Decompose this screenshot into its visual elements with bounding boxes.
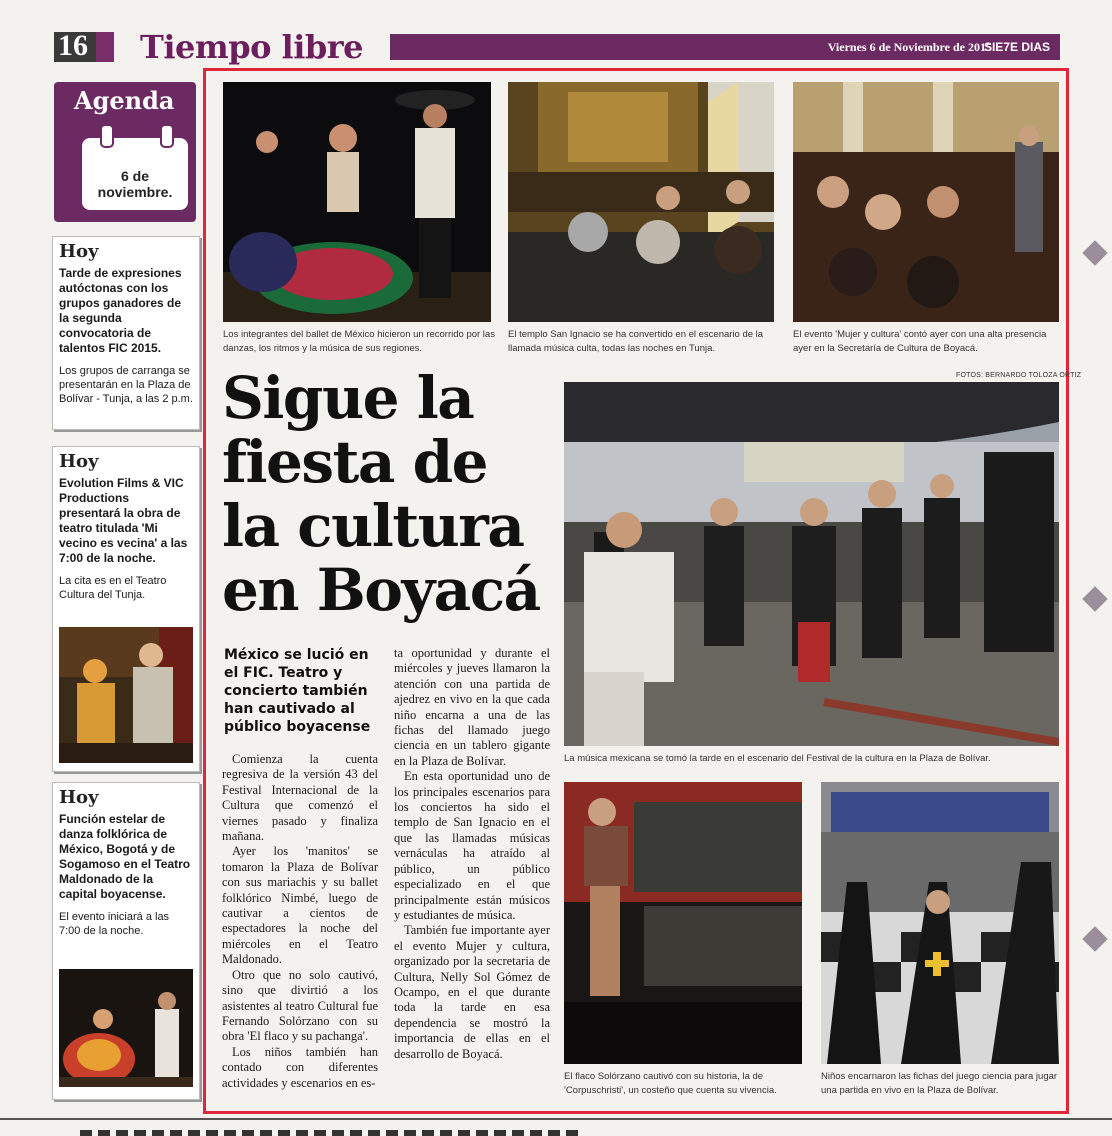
card-detail: El evento iniciará a las 7:00 de la noche. bbox=[59, 911, 170, 937]
audience-photo bbox=[793, 82, 1059, 322]
margin-diamond-icon bbox=[1082, 240, 1107, 265]
body-paragraph: Ayer los 'manitos' se tomaron la Plaza de Bolívar con sus mariachis y su ballet folklórico Nimbé, luego de cautivar a cientos de espectadores la noche del miércoles en el Teatro Maldonado. bbox=[222, 844, 378, 967]
body-column-1 bbox=[222, 752, 378, 1091]
card-heading: Hoy bbox=[59, 241, 99, 262]
headline: Sigue la fiesta de la cultura en Boyacá bbox=[222, 364, 540, 624]
card-heading: Hoy bbox=[59, 787, 99, 808]
church-photo bbox=[508, 82, 774, 322]
photo-caption: El flaco Solórzano cautivó con su historia, la de 'Corpuschristi', un costeño que cuenta su vivencia. bbox=[564, 1071, 777, 1096]
body-paragraph: También fue importante ayer el evento Mujer y cultura, organizado por la secretaria de Cultura, Nelly Sol Gómez de Ocampo, en el que durante toda la tarde en esa dependencia se mostró la importancia de ellas en el desarrollo de Boyacá. bbox=[394, 923, 550, 1061]
photo-caption: Los integrantes del ballet de México hicieron un recorrido por las danzas, los ritmos y la música de sus regiones. bbox=[223, 329, 495, 354]
dance-photo bbox=[59, 969, 193, 1087]
card-event: Evolution Films & VIC Productions presentará la obra de teatro titulada 'Mi vecino es vecina' a las 7:00 de la noche. bbox=[59, 476, 188, 565]
agenda-card-3 bbox=[52, 782, 200, 1100]
theater-photo bbox=[59, 627, 193, 763]
card-event: Tarde de expresiones autóctonas con los grupos ganadores de la segunda convocatoria de talentos FIC 2015. bbox=[59, 266, 182, 355]
page-number-accent bbox=[96, 32, 114, 62]
agenda-title: Agenda bbox=[74, 86, 175, 115]
card-detail: La cita es en el Teatro Cultura del Tunja. bbox=[59, 575, 167, 601]
calendar-ring-icon bbox=[160, 124, 174, 148]
page-number: 16 bbox=[58, 29, 88, 62]
body-column-2 bbox=[394, 646, 550, 1062]
calendar-date: 6 de noviembre. bbox=[97, 168, 173, 200]
card-detail: Los grupos de carranga se presentarán en la Plaza de Bolívar - Tunja, a las 2 p.m. bbox=[59, 365, 193, 405]
margin-diamond-icon bbox=[1082, 586, 1107, 611]
card-heading: Hoy bbox=[59, 451, 99, 472]
body-paragraph: Otro que no solo cautivó, sino que divirtió a los asistentes al teatro Cultural fue Fernando Solórzano con su obra 'El flaco y su pachanga'. bbox=[222, 967, 378, 1044]
chess-children-photo bbox=[821, 782, 1059, 1064]
ballet-photo bbox=[223, 82, 491, 322]
bottom-rule bbox=[0, 1118, 1112, 1120]
calendar-ring-icon bbox=[100, 124, 114, 148]
agenda-card-2 bbox=[52, 446, 200, 772]
photo-caption: La música mexicana se tomó la tarde en el escenario del Festival de la cultura en la Plaza de Bolívar. bbox=[564, 753, 991, 764]
theater-monologue-photo bbox=[564, 782, 802, 1064]
publication-brand: SIE7E DIAS bbox=[983, 40, 1050, 54]
photo-caption: Niños encarnaron las fichas del juego ciencia para jugar una partida en vivo en la Plaza de Bolívar. bbox=[821, 1071, 1058, 1096]
photo-caption: El templo San Ignacio se ha convertido en el escenario de la llamada música culta, todas las noches en Tunja. bbox=[508, 329, 764, 354]
body-paragraph: Comienza la cuenta regresiva de la versión 43 del Festival Internacional de la Cultura que comenzó el viernes pasado y finaliza mañana. bbox=[222, 752, 378, 844]
section-title: Tiempo libre bbox=[140, 28, 363, 66]
body-paragraph: ta oportunidad y durante el miércoles y jueves llamaron la atención con una partida de ajedrez en vivo en la que cada niño encarna a una de las fichas del llamado juego ciencia en un tablero gigante en la Plaza de Bolívar. bbox=[394, 646, 550, 768]
margin-diamond-icon bbox=[1082, 926, 1107, 951]
issue-date: Viernes 6 de Noviembre de 2015 bbox=[827, 40, 992, 54]
photo-caption: El evento 'Mujer y cultura' contó ayer con una alta presencia ayer en la Secretaría de Cultura de Boyacá. bbox=[793, 329, 1047, 354]
body-paragraph: En esta oportunidad uno de los principales escenarios para los conciertos ha sido el templo de San Ignacio en el que las llamadas músicas vernáculas ha atraído al público, un público especializado en el que principalmente están músicos y estudiantes de música. bbox=[394, 769, 550, 922]
photo-credit: FOTOS: BERNARDO TOLOZA ORTIZ bbox=[956, 372, 1082, 379]
agenda-card-1 bbox=[52, 236, 200, 430]
stage-photo bbox=[564, 382, 1059, 746]
body-paragraph: Los niños también han contado con diferentes actividades y escenarios en es- bbox=[222, 1044, 378, 1090]
bottom-strip bbox=[80, 1130, 580, 1136]
subheadline: México se lució en el FIC. Teatro y concierto también han cautivado al público boyacense bbox=[224, 647, 371, 735]
card-event: Función estelar de danza folklórica de México, Bogotá y de Sogamoso en el Teatro Maldonado de la capital boyacense. bbox=[59, 812, 191, 901]
